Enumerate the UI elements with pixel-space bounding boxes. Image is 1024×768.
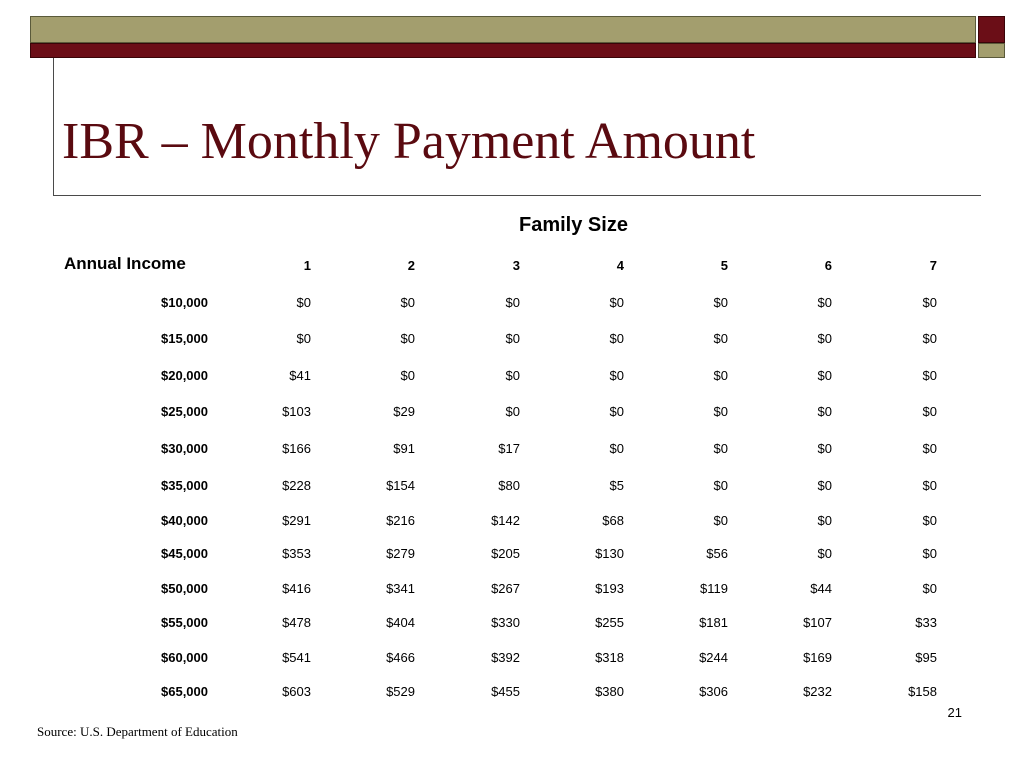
payment-cell: $0	[505, 295, 520, 310]
income-cell: $30,000	[161, 441, 208, 456]
payment-cell: $0	[296, 295, 311, 310]
payment-cell: $478	[282, 615, 311, 630]
payment-cell: $404	[386, 615, 415, 630]
income-cell: $60,000	[161, 650, 208, 665]
payment-cell: $0	[713, 331, 728, 346]
payment-cell: $255	[595, 615, 624, 630]
page-number: 21	[947, 705, 962, 720]
title-vertical-rule	[53, 58, 54, 196]
payment-cell: $0	[922, 478, 937, 493]
income-cell: $20,000	[161, 368, 208, 383]
payment-cell: $56	[706, 546, 728, 561]
payment-cell: $130	[595, 546, 624, 561]
payment-cell: $107	[803, 615, 832, 630]
payment-cell: $0	[609, 295, 624, 310]
payment-cell: $244	[699, 650, 728, 665]
family-size-header-4: 4	[616, 258, 624, 273]
income-cell: $10,000	[161, 295, 208, 310]
payment-cell: $0	[922, 404, 937, 419]
payment-cell: $0	[400, 295, 415, 310]
payment-cell: $0	[505, 404, 520, 419]
payment-cell: $95	[915, 650, 937, 665]
family-size-label: Family Size	[519, 214, 628, 236]
payment-cell: $0	[922, 295, 937, 310]
income-cell: $50,000	[161, 581, 208, 596]
payment-cell: $0	[922, 441, 937, 456]
payment-cell: $0	[609, 441, 624, 456]
payment-cell: $341	[386, 581, 415, 596]
payment-cell: $68	[602, 513, 624, 528]
income-cell: $35,000	[161, 478, 208, 493]
family-size-header-1: 1	[303, 258, 311, 273]
payment-cell: $0	[817, 404, 832, 419]
payment-cell: $0	[817, 331, 832, 346]
income-cell: $55,000	[161, 615, 208, 630]
payment-cell: $541	[282, 650, 311, 665]
payment-cell: $306	[699, 684, 728, 699]
payment-cell: $0	[817, 441, 832, 456]
income-cell: $25,000	[161, 404, 208, 419]
family-size-header-7: 7	[929, 258, 937, 273]
payment-cell: $0	[922, 581, 937, 596]
payment-cell: $154	[386, 478, 415, 493]
payment-cell: $0	[713, 295, 728, 310]
payment-cell: $0	[713, 404, 728, 419]
payment-cell: $103	[282, 404, 311, 419]
income-cell: $65,000	[161, 684, 208, 699]
payment-cell: $416	[282, 581, 311, 596]
payment-cell: $291	[282, 513, 311, 528]
payment-cell: $330	[491, 615, 520, 630]
payment-cell: $205	[491, 546, 520, 561]
payment-cell: $0	[713, 441, 728, 456]
payment-cell: $228	[282, 478, 311, 493]
payment-cell: $169	[803, 650, 832, 665]
payment-cell: $0	[922, 513, 937, 528]
payment-cell: $41	[289, 368, 311, 383]
payment-cell: $80	[498, 478, 520, 493]
slide-title: IBR – Monthly Payment Amount	[62, 113, 756, 170]
payment-cell: $0	[296, 331, 311, 346]
family-size-header-6: 6	[824, 258, 832, 273]
payment-cell: $216	[386, 513, 415, 528]
family-size-header-2: 2	[407, 258, 415, 273]
payment-cell: $603	[282, 684, 311, 699]
payment-cell: $142	[491, 513, 520, 528]
payment-cell: $0	[609, 331, 624, 346]
payment-cell: $0	[713, 513, 728, 528]
payment-cell: $353	[282, 546, 311, 561]
payment-cell: $5	[609, 478, 624, 493]
payment-cell: $380	[595, 684, 624, 699]
payment-cell: $0	[609, 404, 624, 419]
payment-cell: $0	[817, 295, 832, 310]
payment-cell: $455	[491, 684, 520, 699]
payment-cell: $166	[282, 441, 311, 456]
payment-cell: $232	[803, 684, 832, 699]
payment-cell: $119	[700, 581, 728, 596]
header-bar-maroon	[30, 43, 976, 58]
income-cell: $45,000	[161, 546, 208, 561]
payment-cell: $392	[491, 650, 520, 665]
payment-cell: $0	[922, 546, 937, 561]
payment-cell: $0	[817, 513, 832, 528]
payment-cell: $279	[386, 546, 415, 561]
title-underline	[53, 195, 981, 196]
payment-cell: $0	[817, 368, 832, 383]
payment-cell: $17	[498, 441, 520, 456]
income-cell: $40,000	[161, 513, 208, 528]
payment-cell: $0	[713, 368, 728, 383]
source-note: Source: U.S. Department of Education	[37, 724, 238, 739]
payment-cell: $193	[595, 581, 624, 596]
payment-cell: $0	[922, 368, 937, 383]
payment-cell: $29	[393, 404, 415, 419]
payment-cell: $529	[386, 684, 415, 699]
header-square-maroon	[978, 16, 1005, 43]
family-size-header-3: 3	[512, 258, 520, 273]
payment-cell: $0	[505, 368, 520, 383]
payment-cell: $158	[908, 684, 937, 699]
payment-cell: $0	[713, 478, 728, 493]
payment-cell: $0	[400, 331, 415, 346]
income-cell: $15,000	[161, 331, 208, 346]
payment-cell: $181	[699, 615, 728, 630]
payment-cell: $267	[491, 581, 520, 596]
payment-cell: $0	[817, 546, 832, 561]
annual-income-label: Annual Income	[64, 254, 186, 273]
header-bar-olive	[30, 16, 976, 43]
family-size-header-5: 5	[720, 258, 728, 273]
payment-cell: $0	[922, 331, 937, 346]
payment-cell: $0	[400, 368, 415, 383]
payment-cell: $466	[386, 650, 415, 665]
payment-cell: $0	[505, 331, 520, 346]
payment-cell: $0	[817, 478, 832, 493]
header-square-olive	[978, 43, 1005, 58]
payment-cell: $91	[393, 441, 415, 456]
payment-cell: $0	[609, 368, 624, 383]
payment-cell: $44	[810, 581, 832, 596]
payment-cell: $33	[915, 615, 937, 630]
payment-cell: $318	[595, 650, 624, 665]
